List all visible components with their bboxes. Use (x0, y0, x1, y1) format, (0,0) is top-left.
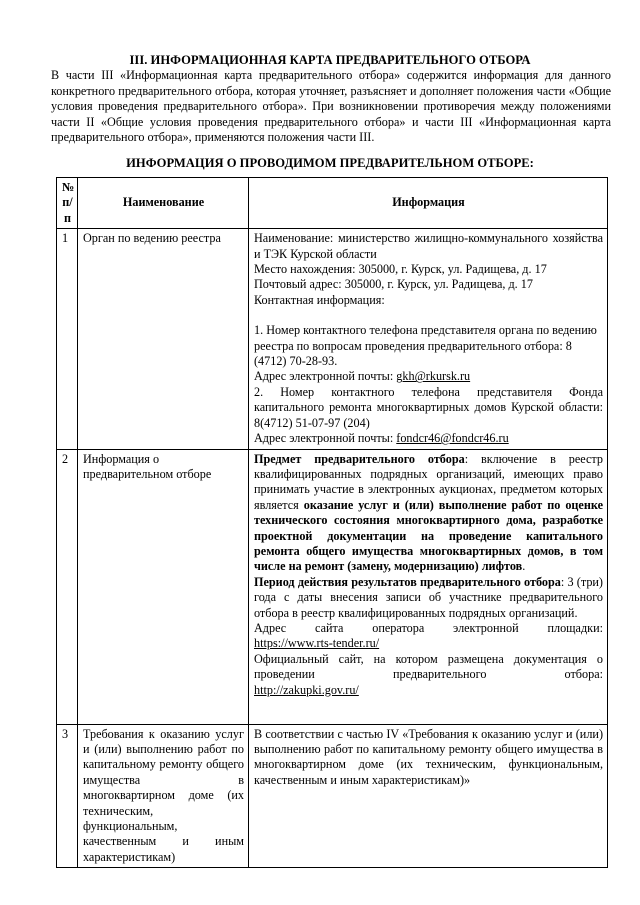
selection-subject: Предмет предварительного отбора: включение в реестр квалифицированных подрядных организаций, имеющих право принимать участие в электронных аукционах, предметом которых является оказание услуг и (или) выполнение работ по оценке технического состояния многоквартирного дома, разработке проектной документации на проведение капитального ремонта общего имущества многоквартирных домов, в том числе на ремонт (замену, модернизацию) лифтов. (254, 451, 603, 574)
row-info: В соответствии с частью IV «Требования к оказанию услуг и (или) выполнению работ по капитальному ремонту общего имущества в многоквартирном доме (их техническим, функциональным, качественным и иным характеристикам)» (249, 724, 608, 868)
registry-postal-address: Почтовый адрес: 305000, г. Курск, ул. Радищева, д. 17 (254, 277, 533, 292)
row-info (249, 229, 608, 449)
row-name: Информация о предварительном отборе (78, 449, 249, 724)
row-name: Требования к оказанию услуг и (или) выполнению работ по капитальному ремонту общего имущества в многоквартирном доме (их техническим, функциональным, качественным и иным характеристикам) (78, 724, 249, 868)
contact-phone-2: 2. Номер контактного телефона представителя Фонда капитального ремонта многоквартирных домов Курской области: 8(4712) 51-07-97 (204) (254, 384, 603, 430)
registry-location: Место нахождения: 305000, г. Курск, ул. Радищева, д. 17 (254, 262, 547, 277)
contact-phone-1: 1. Номер контактного телефона представителя органа по ведению реестра по вопросам проведения предварительного отбора: 8 (4712) 70-28-93. (254, 323, 597, 369)
email-link-1[interactable]: gkh@rkursk.ru (396, 369, 471, 384)
official-site-link[interactable]: http://zakupki.gov.ru/ (254, 682, 359, 697)
table-title: ИНФОРМАЦИЯ О ПРОВОДИМОМ ПРЕДВАРИТЕЛЬНОМ ОТБОРЕ: (126, 156, 534, 170)
contact-email-1: Адрес электронной почты: gkh@rkursk.ru (254, 369, 471, 384)
contact-email-2: Адрес электронной почты: fondcr46@fondcr46.ru (254, 431, 509, 446)
row-info (249, 449, 608, 724)
table-row (57, 449, 608, 724)
header-number: № п/п (57, 178, 78, 229)
operator-site-label: Адрес сайта оператора электронной площадки: (254, 620, 603, 635)
intro-paragraph: В части III «Информационная карта предварительного отбора» содержится информация для данного конкретного предварительного отбора, которая уточняет, разъясняет и дополняет положения части «Общие условия проведения предварительного отбора». При возникновении противоречия между положениями части II «Общие условия проведения предварительного отбора» и части III «Информационная карта предварительного отбора», применяются положения части III. (51, 68, 611, 145)
operator-site-link[interactable]: https://www.rts-tender.ru/ (254, 636, 380, 651)
info-table (56, 177, 608, 868)
row-number: 3 (57, 724, 78, 868)
table-row (57, 229, 608, 449)
email-link-2[interactable]: fondcr46@fondcr46.ru (396, 431, 509, 446)
row-number: 1 (57, 229, 78, 449)
section-title: III. ИНФОРМАЦИОННАЯ КАРТА ПРЕДВАРИТЕЛЬНОГО ОТБОРА (129, 53, 531, 67)
registry-organ-name: Наименование: министерство жилищно-коммунального хозяйства и ТЭК Курской области (254, 231, 603, 261)
header-info: Информация (249, 178, 608, 229)
header-name: Наименование (78, 178, 249, 229)
row-name: Орган по ведению реестра (78, 229, 249, 449)
results-period: Период действия результатов предварительного отбора: 3 (три) года с даты внесения записи об участнике предварительного отбора в реестр квалифицированных подрядных организаций. (254, 574, 603, 620)
table-row (57, 724, 608, 868)
official-site-label: Официальный сайт, на котором размещена документация о проведении предварительного отбора: (254, 651, 603, 682)
table-header-row (57, 178, 608, 229)
row-number: 2 (57, 449, 78, 724)
contact-info-label: Контактная информация: (254, 292, 385, 307)
